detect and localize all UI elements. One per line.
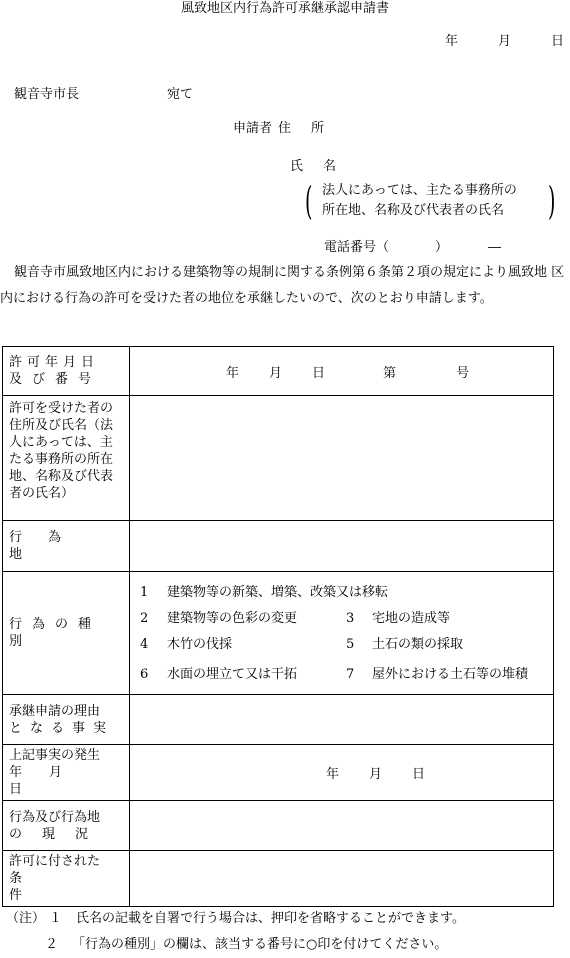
applicant-address-row xyxy=(233,117,344,136)
conditions-value[interactable] xyxy=(130,851,554,907)
note-2-number: ２ xyxy=(45,937,59,952)
kind-3-number[interactable]: 3 xyxy=(346,611,355,626)
date-day: 日 xyxy=(550,34,564,49)
kind-4-number[interactable]: 4 xyxy=(140,637,149,652)
permit-date-label-a: 許可年月日 xyxy=(9,355,100,370)
kind-row xyxy=(140,662,553,688)
kind-2-text: 建築物等の色彩の変更 xyxy=(167,611,298,626)
corp-note-line1: 法人にあっては、主たる事務所の xyxy=(322,183,517,198)
current-status-label: 行為及び行為地 の現況 xyxy=(3,801,130,851)
name-label: 氏名 xyxy=(290,159,357,174)
kind-7-number[interactable]: 7 xyxy=(346,667,355,682)
kind-3-text: 宅地の造成等 xyxy=(372,611,451,626)
phone-label: 電話番号（ xyxy=(324,240,390,255)
form-title: 風致地区内行為許可承継承認申請書 xyxy=(180,1,389,16)
kind-7-text: 屋外における土石等の堆積 xyxy=(372,667,529,682)
addressee-suffix: 宛て xyxy=(167,87,194,102)
application-table xyxy=(2,346,554,907)
date-year: 年 xyxy=(444,34,458,49)
succession-reason-value[interactable] xyxy=(130,695,554,745)
r1-year: 年 xyxy=(226,365,240,381)
note-2-text: 「行為の種別」の欄は、該当する番号に○印を付けてください。 xyxy=(72,937,448,952)
notes xyxy=(6,906,465,958)
address-label: 住所 xyxy=(278,121,345,136)
table-row xyxy=(3,347,554,396)
r1-month: 月 xyxy=(269,365,283,381)
table-row xyxy=(3,521,554,572)
occurrence-date-label: 上記事実の発生 年月日 xyxy=(3,745,130,801)
r1-no: 第 xyxy=(383,365,397,381)
current-status-value[interactable] xyxy=(130,801,554,851)
note-2 xyxy=(6,932,465,958)
phone-row xyxy=(324,236,501,255)
table-row xyxy=(3,801,554,851)
corporate-note: ( 法人にあっては、主たる事務所の 所在地、名称及び代表者の氏名 ) xyxy=(305,179,556,223)
kind-row xyxy=(140,580,553,606)
kind-6-number[interactable]: 6 xyxy=(140,667,149,682)
phone-dash: ― xyxy=(488,240,502,255)
kind-row xyxy=(140,606,553,632)
table-row xyxy=(3,851,554,907)
r1-day: 日 xyxy=(312,365,326,381)
applicant-label: 申請者 xyxy=(233,121,273,136)
table-row xyxy=(3,695,554,745)
corp-note-line2: 所在地、名称及び代表者の氏名 xyxy=(322,203,505,218)
date-month: 月 xyxy=(497,34,511,49)
kind-6-text: 水面の埋立て又は干拓 xyxy=(167,667,298,682)
table-row xyxy=(3,572,554,695)
mayor-label: 観音寺市長 xyxy=(14,87,80,102)
notes-prefix: （注） xyxy=(6,911,46,926)
date-line xyxy=(421,30,564,49)
occurrence-date-value[interactable]: 年 月 日 xyxy=(130,745,554,801)
kind-row xyxy=(140,632,553,658)
note-1-text: 氏名の記載を自署で行う場合は、押印を省略することができます。 xyxy=(76,911,465,926)
succession-reason-label: 承継申請の理由 となる事実 xyxy=(3,695,130,745)
r1-go: 号 xyxy=(456,365,470,381)
permit-date-label xyxy=(3,347,130,396)
kind-5-number[interactable]: 5 xyxy=(346,637,355,652)
action-site-label: 行為地 xyxy=(3,521,130,572)
action-site-value[interactable] xyxy=(130,521,554,572)
intro-paragraph: 観音寺市風致地区内における建築物等の規制に関する条例第６条第２項の規定により風致地 区内における行為の許可を受けた者の地位を承継したいので、次のとおり申請します。 xyxy=(0,265,565,306)
note-1-number: １ xyxy=(49,911,63,926)
kind-1-number[interactable]: 1 xyxy=(140,585,149,600)
permit-date-value[interactable] xyxy=(130,347,554,396)
permit-holder-label: 許可を受けた者の住所及び氏名（法人にあっては、主たる事務所の所在地、名称及び代表者の氏名） xyxy=(3,396,130,521)
table-row xyxy=(3,745,554,801)
permit-date-label-b: 及び番号 xyxy=(9,372,102,387)
table-row xyxy=(3,396,554,521)
kind-4-text: 木竹の伐採 xyxy=(167,637,233,652)
action-kind-label: 行為の種別 xyxy=(3,572,130,695)
action-kind-list xyxy=(130,572,554,695)
addressee xyxy=(14,83,193,102)
kind-5-text: 土石の類の採取 xyxy=(372,637,464,652)
permit-holder-value[interactable] xyxy=(130,396,554,521)
kind-2-number[interactable]: 2 xyxy=(140,611,149,626)
phone-close: ） xyxy=(435,240,449,255)
kind-1-text: 建築物等の新築、増築、改築又は移転 xyxy=(167,585,389,600)
conditions-label: 許可に付された 条件 xyxy=(3,851,130,907)
